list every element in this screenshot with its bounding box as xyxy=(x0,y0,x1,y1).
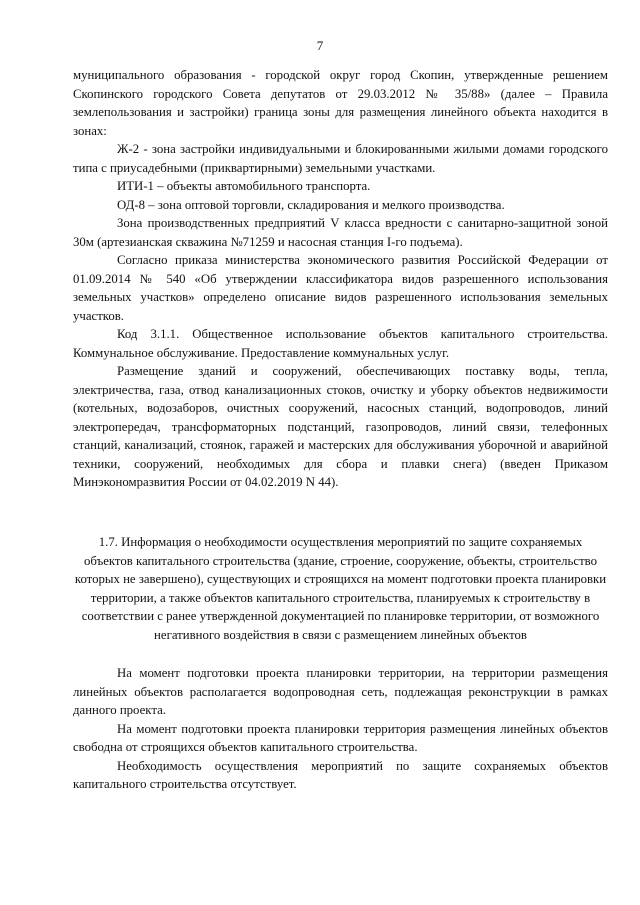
section-heading xyxy=(73,533,608,644)
paragraph: Размещение зданий и сооружений, обеспечивающих поставку воды, тепла, электричества, газа, отвод канализационных стоков, очистку и уборку объектов недвижимости (котельных, водозаборов, очистных сооружений, насосных станций, водопроводов, линий электропередач, трансформаторных подстанций, газопроводов, линий связи, телефонных станций, канализаций, стоянок, гаражей и мастерских для обслуживания уборочной и аварийной техники, сооружений, необходимых для сбора и плавки снега) (введен Приказом Минэкономразвития России от 04.02.2019 N 44). xyxy=(73,364,608,489)
paragraph: ОД-8 – зона оптовой торговли, складирования и мелкого производства. xyxy=(117,197,505,212)
page-number: 7 xyxy=(316,38,324,53)
body-text-top xyxy=(73,66,608,492)
paragraph: На момент подготовки проекта планировки территория размещения линейных объектов свободна от строящихся объектов капитального строительства. xyxy=(73,721,608,754)
paragraph: муниципального образования - городской округ город Скопин, утвержденные решением Скопинского городского Совета депутатов от 29.03.2012 № 35/88» (далее – Правила землепользования и застройки) граница зоны для размещения линейного объекта находится в зонах: xyxy=(73,68,608,138)
paragraph: Код 3.1.1. Общественное использование объектов капитального строительства. Коммунальное обслуживание. Предоставление коммунальных услуг. xyxy=(73,327,608,360)
paragraph: Ж-2 - зона застройки индивидуальными и блокированными жилыми домами городского типа с приусадебными (приквартирными) земельными участками. xyxy=(73,142,608,175)
paragraph: На момент подготовки проекта планировки территории, на территории размещения линейных объектов располагается водопроводная сеть, подлежащая реконструкции в рамках данного проекта. xyxy=(73,666,608,717)
paragraph: Согласно приказа министерства экономического развития Российской Федерации от 01.09.2014 № 540 «Об утверждении классификатора видов разрешенного использования земельных участков» определено описание видов разрешенного использования земельных участков. xyxy=(73,253,608,323)
section-heading-text: 1.7. Информация о необходимости осуществления мероприятий по защите сохраняемых объектов капитального строительства (здание, строение, сооружение, объекты, строительство которых не завершено), существующих и строящихся на момент подготовки проекта планировки территории, а также объектов капитального строительства, планируемых к строительству в соответствии с ранее утвержденной документацией по планировке территории, от возможного негативного воздействия в связи с размещением линейных объектов xyxy=(74,535,607,642)
paragraph: Зона производственных предприятий V класса вредности с санитарно-защитной зоной 30м (артезианская скважина №71259 и насосная станция I-го подъема). xyxy=(73,216,608,249)
paragraph: ИТИ-1 – объекты автомобильного транспорта. xyxy=(117,179,371,193)
body-text-bottom xyxy=(73,664,608,794)
paragraph: Необходимость осуществления мероприятий по защите сохраняемых объектов капитального строительства отсутствует. xyxy=(73,758,608,791)
